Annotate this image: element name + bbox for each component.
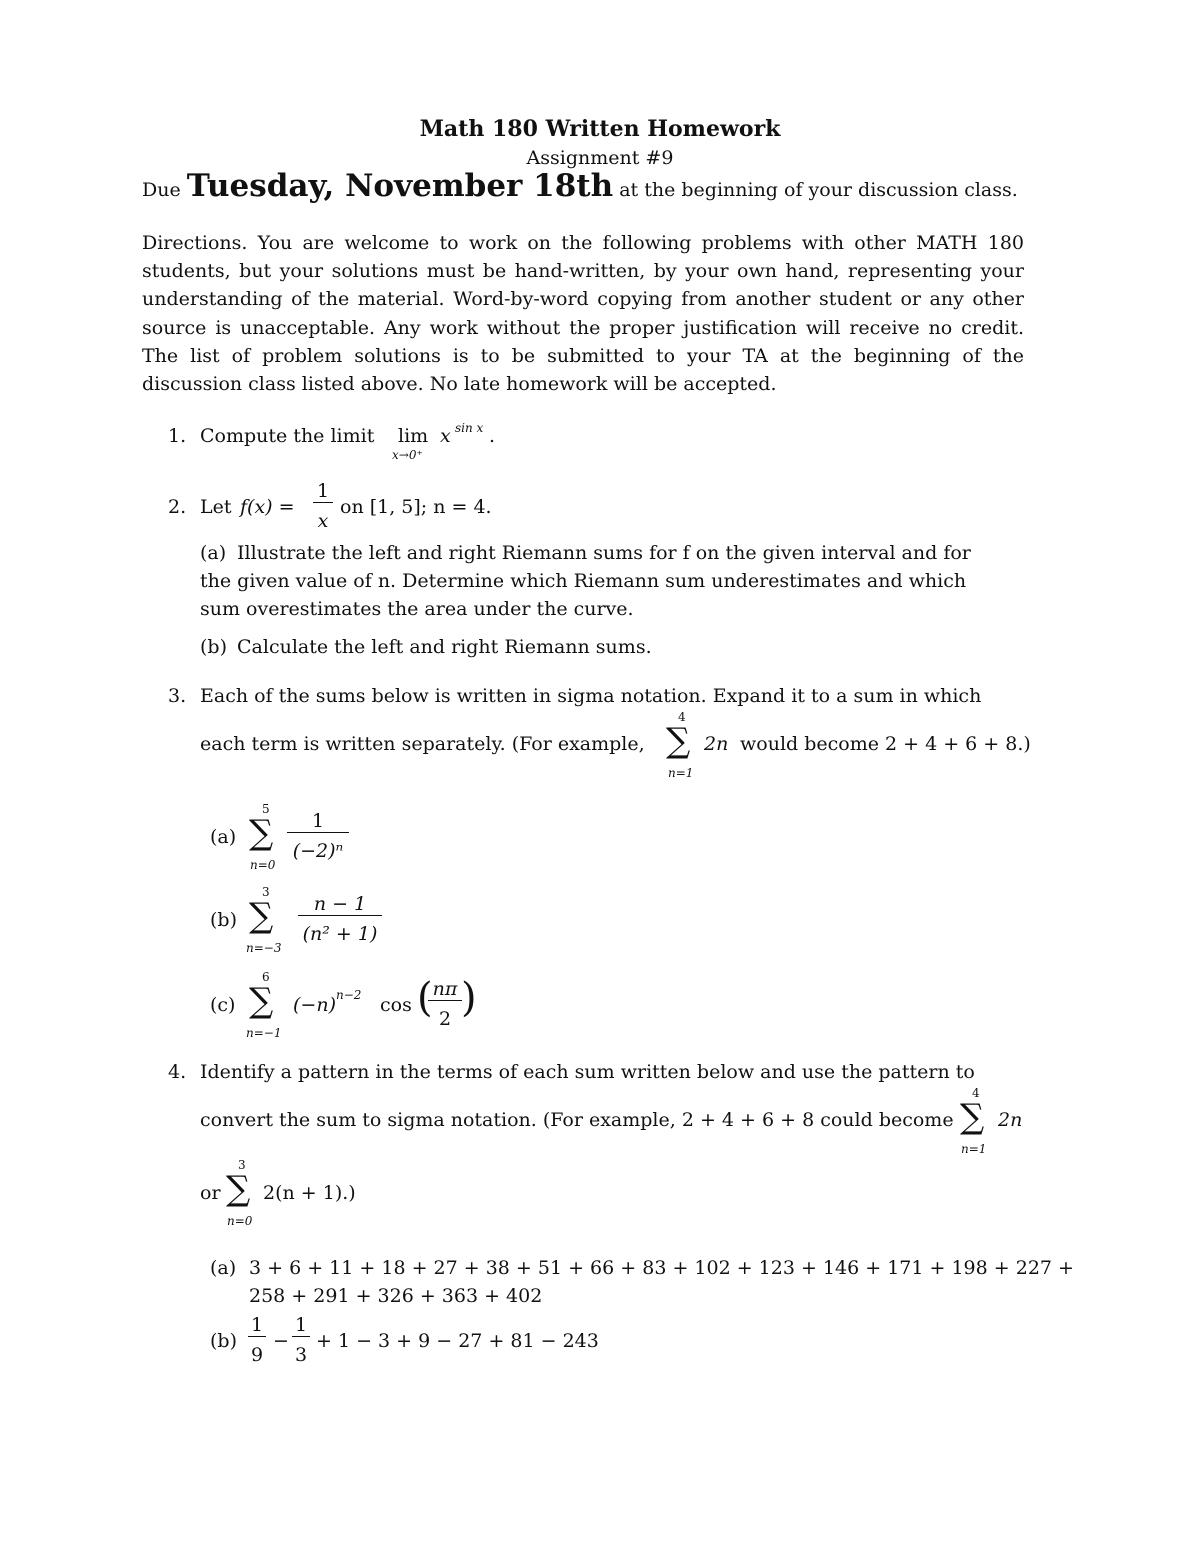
minus-sign: − — [273, 1330, 289, 1352]
fraction-numerator: 1 — [287, 810, 349, 833]
sigma-lower-limit: n=0 — [227, 1214, 253, 1228]
due-date: Tuesday, November 18th — [186, 168, 614, 204]
problem-2b-text: Calculate the left and right Riemann sums. — [237, 636, 652, 658]
problem-2a-line-3: sum overestimates the area under the curve. — [200, 598, 634, 620]
left-paren: ( — [417, 975, 433, 1021]
sigma-lower-limit: n=0 — [250, 858, 276, 872]
problem-2-function: f(x) = — [240, 496, 295, 518]
fraction-denominator: (−2)ⁿ — [292, 840, 344, 862]
problem-2a-label: (a) — [200, 542, 227, 564]
problem-1-number: 1. — [168, 425, 187, 447]
right-paren: ) — [461, 975, 477, 1021]
fraction-denominator: 2 — [438, 1008, 452, 1030]
problem-3-number: 3. — [168, 685, 187, 707]
problem-4a-label: (a) — [210, 1257, 237, 1279]
problem-2-interval: on [1, 5]; n = 4. — [340, 496, 492, 518]
sigma-lower-limit: n=1 — [961, 1142, 987, 1156]
problem-4a-line-2: 258 + 291 + 326 + 363 + 402 — [249, 1285, 543, 1307]
fraction-denominator: 9 — [250, 1344, 264, 1366]
sigma-term: 2(n + 1).) — [263, 1182, 356, 1204]
problem-4b-rest: + 1 − 3 + 9 − 27 + 81 − 243 — [316, 1330, 599, 1352]
limit-exponent: sin x — [455, 421, 484, 435]
due-line — [142, 168, 1018, 204]
sigma-upper-limit: 3 — [238, 1158, 246, 1172]
problem-2a-line-1: Illustrate the left and right Riemann sums for f on the given interval and for — [237, 542, 971, 564]
fraction-numerator: 1 — [248, 1314, 266, 1337]
problem-2b-label: (b) — [200, 636, 227, 658]
problem-4-or: or — [200, 1182, 221, 1204]
directions-paragraph: Directions. You are welcome to work on the following problems with other MATH 180 students, but your solutions must be hand-written, by your own hand, representing your understanding of the material. Word-by-word copying from another student or any other source is unacceptable. Any work without the proper justification will receive no credit. The list of problem solutions is to be submitted to your TA at the beginning of the discussion class listed above. No late homework will be accepted. — [142, 232, 1024, 396]
problem-1-text: Compute the limit — [200, 425, 375, 447]
problem-4a-line-1: 3 + 6 + 11 + 18 + 27 + 38 + 51 + 66 + 83 + 102 + 123 + 146 + 171 + 198 + 227 + — [249, 1257, 1074, 1279]
sigma-lower-limit: n=−1 — [246, 1026, 282, 1040]
sigma-upper-limit: 4 — [678, 710, 686, 724]
sigma-icon: ∑ — [960, 1097, 985, 1137]
due-suffix: at the beginning of your discussion class. — [619, 179, 1018, 201]
sigma-upper-limit: 4 — [972, 1086, 980, 1100]
fraction-numerator: nπ — [428, 978, 462, 1001]
problem-4-line-1: Identify a pattern in the terms of each sum written below and use the pattern to — [200, 1061, 975, 1083]
problem-3-line-1: Each of the sums below is written in sigma notation. Expand it to a sum in which — [200, 685, 982, 707]
cos-function: cos — [380, 994, 412, 1016]
limit-operator: lim — [398, 425, 429, 447]
problem-3c-label: (c) — [210, 994, 236, 1016]
sigma-icon: ∑ — [666, 721, 691, 761]
limit-base: x — [440, 425, 451, 447]
fraction-numerator: 1 — [292, 1314, 310, 1337]
fraction-denominator: (n² + 1) — [302, 923, 378, 945]
problem-2a-line-2: the given value of n. Determine which Riemann sum underestimates and which — [200, 570, 967, 592]
fraction-numerator: n − 1 — [298, 893, 382, 916]
problem-4-number: 4. — [168, 1061, 187, 1083]
sigma-upper-limit: 5 — [262, 802, 270, 816]
sigma-upper-limit: 6 — [262, 970, 270, 984]
problem-3b-label: (b) — [210, 909, 237, 931]
sigma-lower-limit: n=1 — [668, 766, 694, 780]
sigma-icon: ∑ — [249, 813, 274, 853]
fraction-numerator: 1 — [313, 480, 333, 503]
sum-term: (−n) — [293, 994, 336, 1016]
term-exponent: n−2 — [336, 988, 362, 1002]
limit-period: . — [489, 425, 496, 447]
sigma-icon: ∑ — [226, 1169, 251, 1209]
sigma-term: 2n — [998, 1109, 1023, 1131]
problem-2-number: 2. — [168, 496, 187, 518]
sigma-term: 2n — [704, 733, 729, 755]
problem-4-line-2: convert the sum to sigma notation. (For example, 2 + 4 + 6 + 8 could become — [200, 1109, 954, 1131]
problem-3-line-2-pre: each term is written separately. (For example, — [200, 733, 645, 755]
fraction-denominator: 3 — [294, 1344, 308, 1366]
problem-4b-label: (b) — [210, 1330, 237, 1352]
problem-2-let: Let — [200, 496, 232, 518]
sigma-upper-limit: 3 — [262, 885, 270, 899]
page-title: Math 180 Written Homework — [419, 116, 781, 142]
due-prefix: Due — [142, 179, 181, 201]
problem-3-line-2-post: would become 2 + 4 + 6 + 8.) — [740, 733, 1031, 755]
sigma-icon: ∑ — [249, 981, 274, 1021]
sigma-icon: ∑ — [249, 896, 274, 936]
sigma-lower-limit: n=−3 — [246, 941, 282, 955]
assignment-number: Assignment #9 — [526, 147, 674, 169]
limit-subscript: x→0⁺ — [392, 448, 423, 462]
fraction-denominator: x — [317, 510, 329, 532]
problem-3a-label: (a) — [210, 826, 237, 848]
